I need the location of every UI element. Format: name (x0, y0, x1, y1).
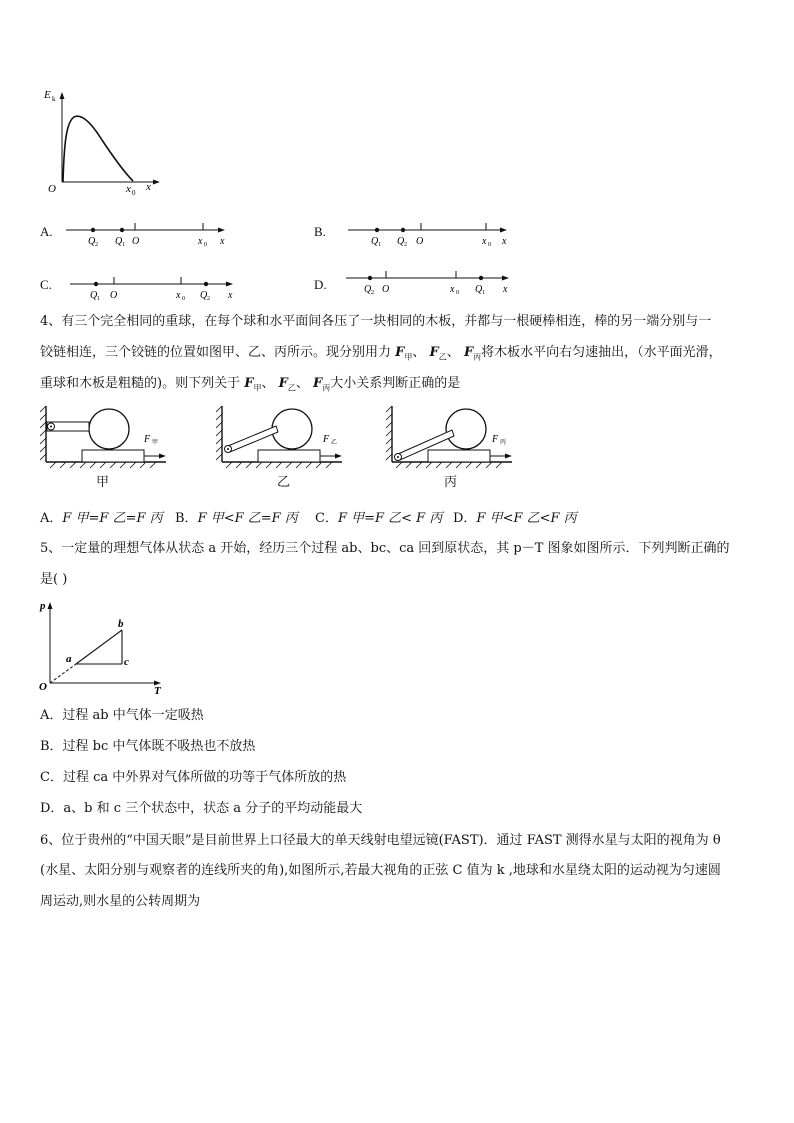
svg-text:0: 0 (488, 242, 491, 248)
q4-caption-yi: 乙 (277, 475, 291, 490)
q6-line-1: 6、位于贵州的“中国天眼”是目前世界上口径最大的单天线射电望远镜(FAST)．通过 FAST 测得水星与太阳的视角为 θ (40, 833, 721, 848)
q4-figure-yi (216, 402, 356, 470)
q3a-p2: Q (115, 236, 123, 247)
q5-option-c[interactable]: C．过程 ca 中外界对气体所做的功等于气体所放的热 (40, 770, 347, 785)
svg-text:0: 0 (204, 242, 207, 248)
q3a-p3: O (132, 236, 140, 247)
q4-option-c[interactable]: C．F 甲=F 乙< F 丙 (315, 511, 443, 526)
q3b-p3: O (416, 236, 424, 247)
q4-figure-jia (40, 402, 180, 470)
q4-option-a[interactable]: A．F 甲=F 乙=F 丙 (40, 511, 163, 526)
q3-option-d-label[interactable]: D. (314, 277, 327, 292)
q4-option-b[interactable]: B．F 甲<F 乙=F 丙 (175, 511, 298, 526)
q5-T-label: T (154, 685, 161, 697)
q3d-p3: x (450, 284, 455, 295)
q6-line-2: (水星、太阳分别与观察者的连线所夹的角),如图所示,若最大视角的正弦 C 值为 k ,地球和水星绕太阳的运动视为匀速圆 (40, 863, 721, 878)
q5-p-label: p (40, 600, 46, 612)
svg-text:1: 1 (378, 242, 381, 248)
q3-option-c-line (66, 272, 246, 304)
ek-ylabel-sub: k (52, 95, 56, 103)
ek-origin: O (48, 183, 56, 195)
svg-text:2: 2 (371, 290, 374, 296)
q3b-p1: Q (371, 236, 379, 247)
q4-option-d[interactable]: D．F 甲<F 乙<F 丙 (453, 511, 577, 526)
q3a-p1: Q (88, 236, 96, 247)
q5-stem-line-2: 是( ) (40, 572, 68, 587)
q3-option-b-label[interactable]: B. (314, 224, 326, 239)
svg-text:F: F (144, 434, 151, 445)
q4-stem-line-2: 铰链相连，三个铰链的位置如图甲、乙、丙所示。现分别用力 $F_甲$、 $F_乙$、 $F_丙$将木板水平向右匀速抽出，（水平面光滑， (40, 345, 722, 362)
q3d-axis: x (503, 284, 508, 295)
q3c-p4: Q (200, 290, 208, 301)
svg-text:F: F (323, 434, 330, 445)
ek-ylabel: E (44, 89, 51, 101)
q5-pt-graph (36, 597, 168, 697)
q3-option-d-line (342, 266, 522, 298)
q5-a-label: a (66, 653, 72, 665)
svg-text:2: 2 (95, 242, 98, 248)
q4-caption-bing: 丙 (444, 475, 458, 490)
q4-stem-line-1: 4、有三个完全相同的重球，在每个球和水平面间各压了一块相同的木板，并都与一根硬棒相连，棒的另一端分别与一 (40, 314, 712, 329)
q3c-p1: Q (90, 290, 98, 301)
svg-text:甲: 甲 (152, 440, 159, 446)
q3a-p4: x (198, 236, 203, 247)
ek-x0-label: x (126, 183, 131, 195)
q5-O-label: O (39, 681, 47, 693)
q3c-p2: O (110, 290, 118, 301)
q3b-p2: Q (397, 236, 405, 247)
q5-option-b[interactable]: B．过程 bc 中气体既不吸热也不放热 (40, 739, 256, 754)
q5-option-d[interactable]: D．a、b 和 c 三个状态中，状态 a 分子的平均动能最大 (40, 801, 363, 816)
q3-option-a-line (62, 218, 232, 250)
ek-xlabel: x (146, 181, 151, 193)
q3b-axis: x (502, 236, 507, 247)
q3-option-c-label[interactable]: C. (40, 277, 52, 292)
svg-text:2: 2 (207, 296, 210, 302)
q5-option-a[interactable]: A．过程 ab 中气体一定吸热 (40, 708, 204, 723)
q5-c-label: c (124, 656, 129, 668)
svg-text:2: 2 (404, 242, 407, 248)
q3d-p1: Q (364, 284, 372, 295)
q3a-axis: x (220, 236, 225, 247)
svg-text:丙: 丙 (500, 440, 507, 446)
svg-text:1: 1 (122, 242, 125, 248)
ek-x0-sub: 0 (132, 189, 136, 197)
svg-text:乙: 乙 (331, 440, 338, 446)
q3d-p2: O (382, 284, 390, 295)
q5-b-label: b (118, 618, 124, 630)
svg-text:0: 0 (182, 296, 185, 302)
q4-caption-jia: 甲 (96, 475, 110, 490)
q6-line-3: 周运动,则水星的公转周期为 (40, 894, 201, 909)
q5-stem-line-1: 5、一定量的理想气体从状态 a 开始，经历三个过程 ab、bc、ca 回到原状态，其 p－T 图象如图所示．下列判断正确的 (40, 541, 730, 556)
q3b-p4: x (482, 236, 487, 247)
q4-stem-line-3: 重球和木板是粗糙的)。则下列关于 $F_甲$、 $F_乙$、 $F_丙$大小关系判断正确的是 (40, 376, 461, 393)
ek-x-graph (38, 86, 168, 198)
svg-text:0: 0 (456, 290, 459, 296)
q3c-p3: x (176, 290, 181, 301)
svg-text:1: 1 (97, 296, 100, 302)
q3c-axis: x (228, 290, 233, 301)
q3-option-a-label[interactable]: A. (40, 224, 53, 239)
svg-text:F: F (492, 434, 499, 445)
q3d-p4: Q (475, 284, 483, 295)
q3-option-b-line (344, 218, 514, 250)
q4-figure-bing (386, 402, 526, 470)
svg-text:1: 1 (482, 290, 485, 296)
